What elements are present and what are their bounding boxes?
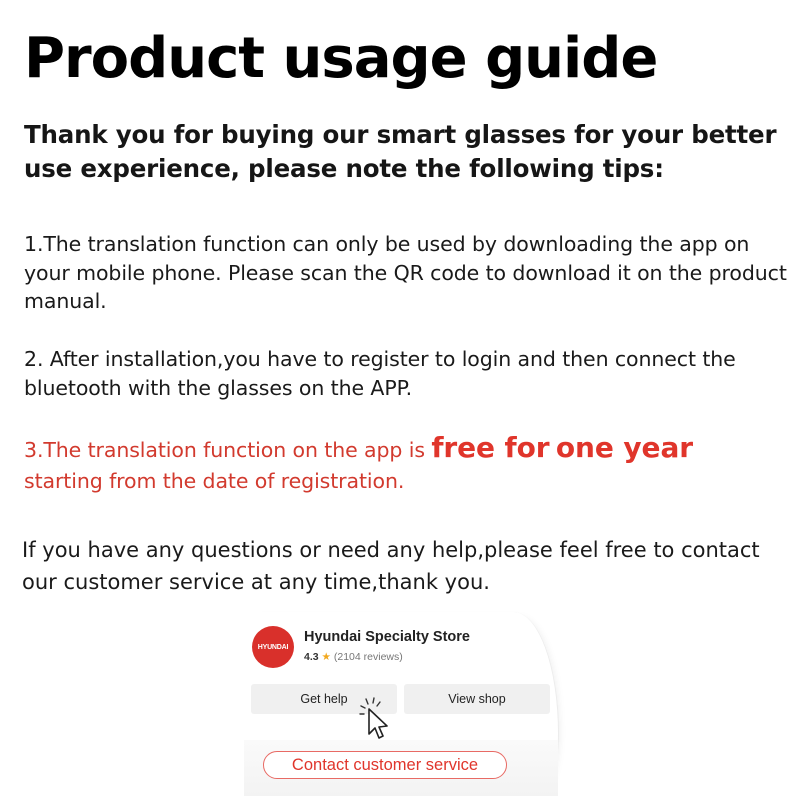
tip-2: 2. After installation,you have to register to login and then connect the bluetooth with the glasses on the APP. <box>24 347 736 400</box>
intro-part2: for your better use experience, please note the following tips: <box>24 120 777 183</box>
tip-1: 1.The translation function can only be used by downloading the app on your mobile phone. Please scan the QR code to download it on the product manual. <box>24 232 787 314</box>
contact-customer-service-button[interactable]: Contact customer service <box>263 751 507 779</box>
store-logo-text: HYUNDAI <box>257 643 289 651</box>
page-title: Product usage guide <box>24 26 658 91</box>
intro-part1: Thank you for buying our <box>24 120 377 149</box>
tip-3-before: 3.The translation function on the app is <box>24 438 432 462</box>
store-name[interactable]: Hyundai Specialty Store <box>304 629 470 645</box>
review-count: (2104 reviews) <box>333 651 403 663</box>
tip-3-free-for: free for <box>431 431 550 464</box>
rating-value: 4.3 <box>304 651 319 663</box>
tip-3 <box>24 428 794 496</box>
intro-product-name: smart glasses <box>376 120 566 149</box>
closing-text: If you have any questions or need any help,please feel free to contact our customer service at any time,thank you. <box>22 538 760 594</box>
intro-text <box>24 118 784 186</box>
pointer-cursor-icon <box>358 696 394 742</box>
star-icon: ★ <box>321 651 331 663</box>
get-help-button[interactable]: Get help <box>251 684 397 714</box>
tip-3-one-year: one year <box>555 431 693 464</box>
store-rating <box>304 651 403 663</box>
view-shop-button[interactable]: View shop <box>404 684 550 714</box>
store-logo <box>252 626 294 668</box>
tip-3-after: starting from the date of registration. <box>24 469 405 494</box>
